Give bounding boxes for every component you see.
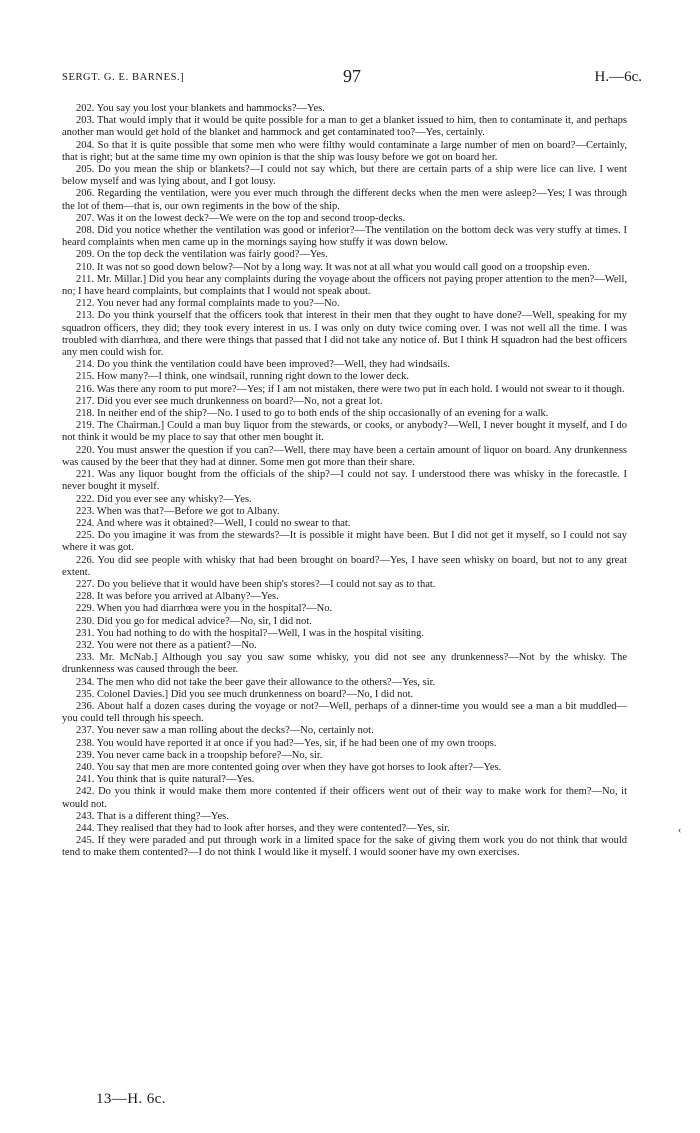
question-paragraph: 242. Do you think it would make them more contented if their officers went out of their way to make work for them?—No, it would not.: [62, 786, 627, 810]
testimony-body: [62, 103, 627, 860]
question-paragraph: 240. You say that men are more contented going over when they have got horses to look after?—Yes.: [76, 761, 502, 773]
question-paragraph: 222. Did you ever see any whisky?—Yes.: [76, 493, 252, 505]
question-paragraph: 232. You were not there as a patient?—No.: [76, 639, 257, 651]
question-paragraph: 218. In neither end of the ship?—No. I used to go to both ends of the ship occasionally of an evening for a walk.: [76, 408, 549, 420]
question-paragraph: 225. Do you imagine it was from the stewards?—It is possible it might have been. But I did not get it myself, so I could not say where it was got.: [62, 530, 627, 554]
question-paragraph: 227. Do you believe that it would have been ship's stores?—I could not say as to that.: [76, 578, 436, 590]
question-paragraph: 214. Do you think the ventilation could have been improved?—Well, they had windsails.: [76, 359, 450, 371]
question-paragraph: 204. So that it is quite possible that some men who were filthy would contaminate a large number of men on board?—Certainly, that is right; but at the same time my own opinion is that the ship was lousy before we got on board her.: [62, 139, 627, 163]
question-paragraph: 208. Did you notice whether the ventilation was good or inferior?—The ventilation on the bottom deck was very stuffy at times. I heard complaints when men came up in the mornings saying how stuffy it was down below.: [62, 225, 627, 249]
page-header: [62, 66, 642, 90]
question-paragraph: 207. Was it on the lowest deck?—We were on the top and second troop-decks.: [76, 212, 406, 224]
question-paragraph: 236. About half a dozen cases during the voyage or not?—Well, perhaps of a dinner-time you would see a man a bit muddled—you could tell through his speech.: [62, 700, 627, 725]
question-paragraph: 230. Did you go for medical advice?—No, sir, I did not.: [76, 615, 312, 627]
question-paragraph: 212. You never had any formal complaints made to you?—No.: [76, 298, 340, 310]
question-paragraph: 203. That would imply that it would be quite possible for a man to get a blanket issued to him, then to contaminate it, and perhaps another man would get hold of the blanket and hammock and get contaminated too?—Yes, certainly.: [62, 115, 627, 139]
question-paragraph: 220. You must answer the question if you can?—Well, there may have been a certain amount of liquor on board. Any drunkenness was caused by the beer that they had at dinner. Some men got more than their share.: [62, 444, 627, 468]
question-paragraph: 237. You never saw a man rolling about the decks?—No, certainly not.: [76, 725, 374, 737]
question-paragraph: 216. Was there any room to put more?—Yes; if I am not mistaken, there were two put in each hold. I would not swear to it though.: [76, 383, 625, 395]
question-paragraph: 245. If they were paraded and put through work in a limited space for the sake of giving them work you do not think that would tend to make them contented?—I do not think I would like it myself. I would sooner have my own exercises.: [62, 835, 627, 859]
page-number: 97: [343, 66, 361, 86]
question-paragraph: 231. You had nothing to do with the hospital?—Well, I was in the hospital visiting.: [76, 627, 424, 639]
question-paragraph: 223. When was that?—Before we got to Albany.: [76, 505, 280, 517]
question-paragraph: 210. It was not so good down below?—Not by a long way. It was not at all what you would call good on a troopship even.: [76, 261, 590, 273]
question-paragraph: 206. Regarding the ventilation, were you ever much through the different decks when the men were asleep?—Yes; I was through the lot of them—that is, our own regiments in the bow of the ship.: [62, 188, 627, 212]
question-paragraph: 244. They realised that they had to look after horses, and they were contented?—Yes, sir.: [76, 822, 450, 834]
question-paragraph: 211. Mr. Millar.] Did you hear any complaints during the voyage about the officers not paying proper attention to the men?—Well, no; I have heard complaints, but complaints that I would not speak about.: [62, 273, 627, 298]
document-reference: H.—6c.: [594, 69, 642, 85]
question-paragraph: 226. You did see people with whisky that had been brought on board?—Yes, I have seen whisky on board, but not to any great extent.: [62, 554, 627, 578]
question-paragraph: 229. When you had diarrhœa were you in the hospital?—No.: [76, 603, 333, 615]
question-paragraph: 213. Do you think yourself that the officers took that interest in their men that they ought to have done?—Well, speaking for my squadron officers, they did; they took every interest in us. I was only on duty twice coming over. I was not well all the time. I was troubled with diarrhœa, and there were things that passed that I did not take any notice of. But I think H squadron had the best officers any men could wish for.: [62, 310, 627, 359]
question-paragraph: 239. You never came back in a troopship before?—No, sir.: [76, 749, 323, 761]
signature-mark: 13—H. 6c.: [96, 1091, 166, 1107]
question-paragraph: 235. Colonel Davies.] Did you see much drunkenness on board?—No, I did not.: [76, 688, 414, 700]
question-paragraph: 234. The men who did not take the beer gave their allowance to the others?—Yes, sir.: [76, 676, 436, 688]
question-paragraph: 241. You think that is quite natural?—Yes.: [76, 774, 255, 786]
question-paragraph: 205. Do you mean the ship or blankets?—I could not say which, but there are certain parts of a ship were lice can live. I went below myself and was lying about, and I got lousy.: [62, 164, 627, 188]
question-paragraph: 215. How many?—I think, one windsail, running right down to the lower deck.: [76, 371, 410, 383]
question-paragraph: 228. It was before you arrived at Albany?—Yes.: [76, 591, 279, 603]
question-paragraph: 209. On the top deck the ventilation was fairly good?—Yes.: [76, 249, 328, 261]
margin-mark: ‹: [678, 825, 682, 836]
header-witness-name: SERGT. G. E. BARNES.]: [62, 72, 185, 83]
question-paragraph: 202. You say you lost your blankets and hammocks?—Yes.: [76, 103, 325, 114]
question-paragraph: 238. You would have reported it at once if you had?—Yes, sir, if he had been one of my own troops.: [76, 737, 497, 749]
question-paragraph: 243. That is a different thing?—Yes.: [76, 810, 229, 822]
question-paragraph: 224. And where was it obtained?—Well, I could no swear to that.: [76, 517, 351, 529]
question-paragraph: 233. Mr. McNab.] Although you say you saw some whisky, you did not see any drunkenness?—Not by the whisky. The drunkenness was caused through the beer.: [62, 652, 627, 676]
question-paragraph: 221. Was any liquor bought from the officials of the ship?—I could not say. I understood there was whisky in the forecastle. I never bought it myself.: [62, 469, 627, 493]
question-paragraph: 217. Did you ever see much drunkenness on board?—No, not a great lot.: [76, 395, 383, 407]
question-paragraph: 219. The Chairman.] Could a man buy liquor from the stewards, or cooks, or anybody?—Well, I never bought it myself, and I do not think it would be my place to say that other men bought it.: [62, 420, 627, 444]
